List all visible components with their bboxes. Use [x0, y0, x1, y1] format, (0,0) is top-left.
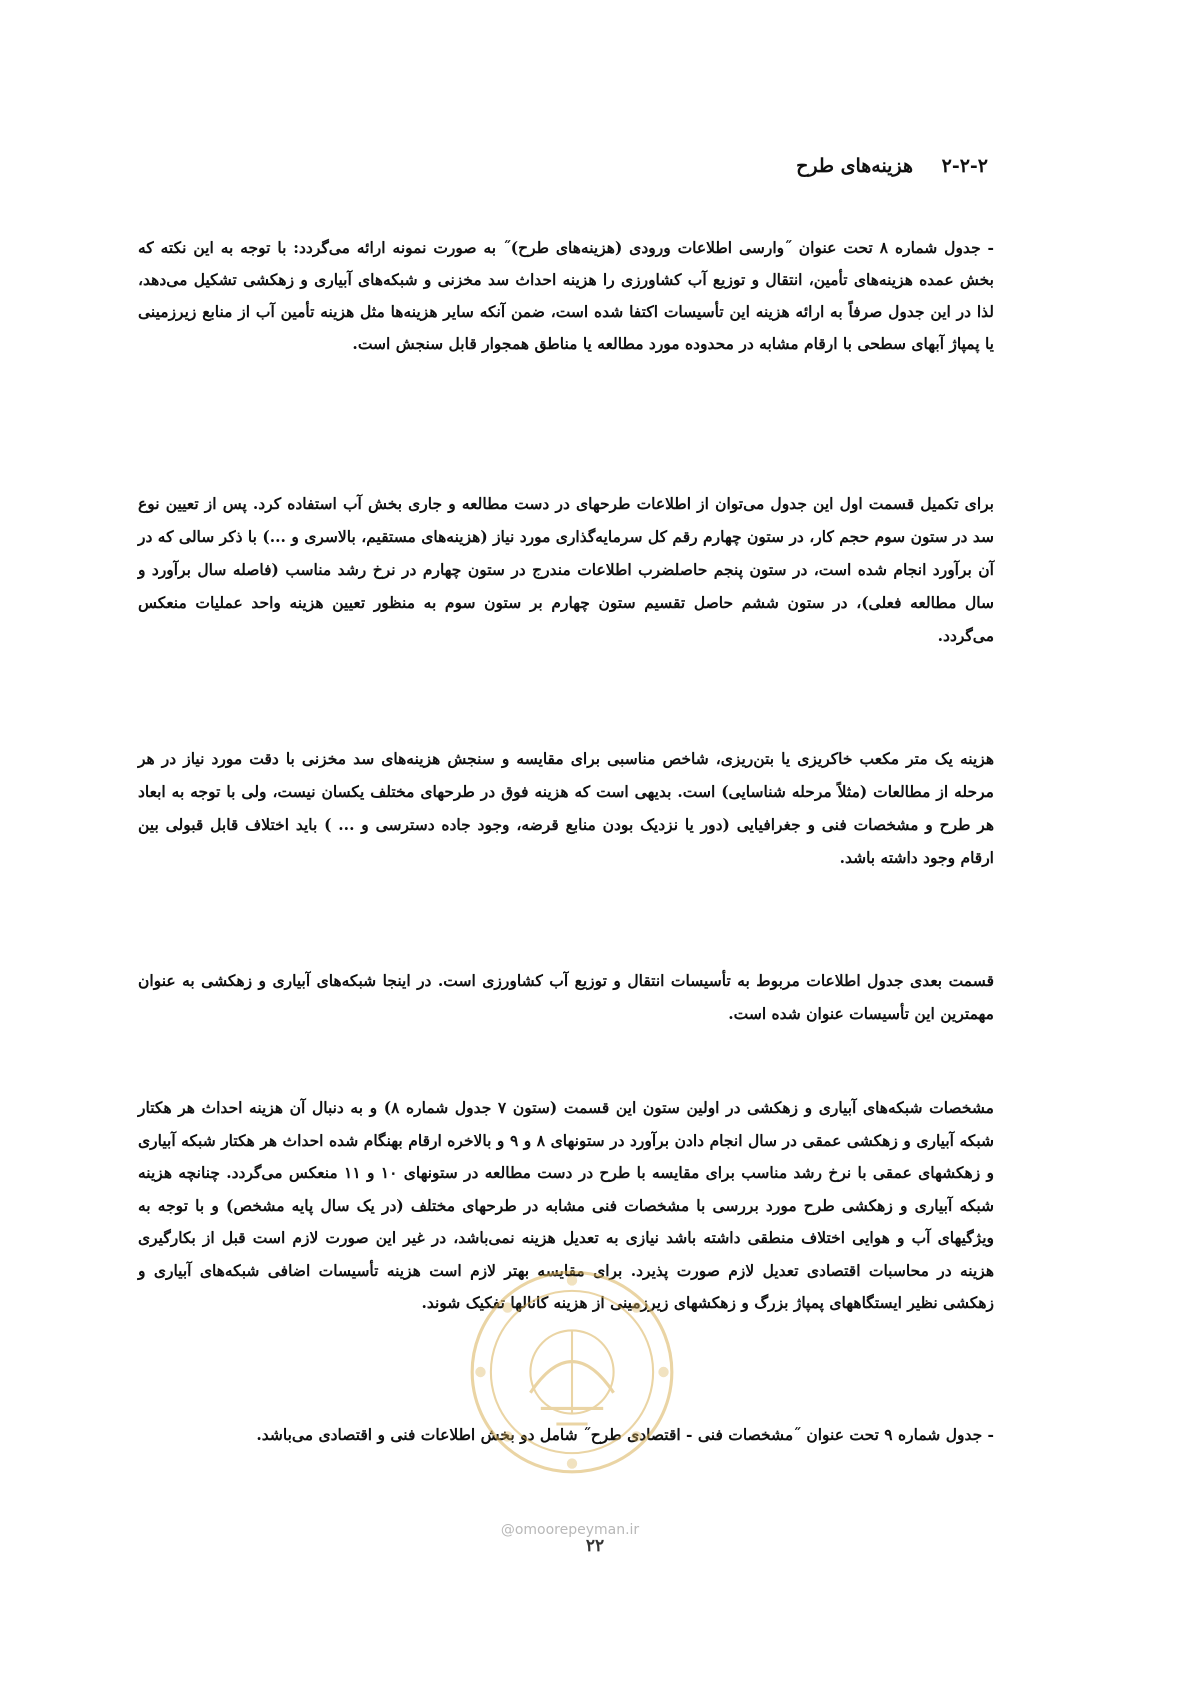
paragraph-unit-cost: هزینه یک متر مکعب خاکریزی یا بتن‌ریزی، شاخص مناسبی برای مقایسه و سنجش هزینه‌های سد مخزنی با دقت مورد نیاز در هر مرحله از مطالعات (مثلاً مرحله شناسایی) است. بدیهی است که هزینه فوق در طرحهای مختلف یکسان نیست، ولی با توجه به ابعاد هر طرح و مشخصات فنی و جغرافیایی (دور یا نزدیک بودن منابع قرضه، وجود جاده دسترسی و ... ) باید اختلاف قابل قبولی بین ارقام وجود داشته باشد.	[138, 749, 994, 867]
watermark-url: @omoorepeyman.ir	[500, 1522, 640, 1538]
paragraph-network: قسمت بعدی جدول اطلاعات مربوط به تأسیسات انتقال و توزیع آب کشاورزی است. در اینجا شبکه‌های آبیاری و زهکشی به عنوان مهمترین این تأسیسات عنوان شده است.	[138, 971, 994, 1023]
paragraph-completion: برای تکمیل قسمت اول این جدول می‌توان از اطلاعات طرحهای در دست مطالعه و جاری بخش آب استفاده کرد. پس از تعیین نوع سد در ستون سوم حجم کار، در ستون چهارم رقم کل سرمایه‌گذاری مورد نیاز (هزینه‌های مستقیم، بالاسری و ...) با ذکر سالی که در آن برآورد انجام شده است، در ستون پنجم حاصلضرب اطلاعات مندرج در ستون چهارم در نرخ رشد مناسب (فاصله سال برآورد و سال مطالعه فعلی)، در ستون ششم حاصل تقسیم ستون چهارم بر ستون سوم به منظور تعیین هزینه واحد عملیات منعکس می‌گردد.	[138, 494, 994, 645]
paragraph-intro: - جدول شماره ۸ تحت عنوان ˝وارسی اطلاعات ورودی (هزینه‌های طرح)˝ به صورت نمونه ارائه می‌گردد: با توجه به این نکته که بخش عمده هزینه‌های تأمین، انتقال و توزیع آب کشاورزی را هزینه احداث سد مخزنی و شبکه‌های آبیاری و زهکشی تشکیل می‌دهد، لذا در این جدول صرفاً به ارائه هزینه این تأسیسات اکتفا شده است، ضمن آنکه سایر هزینه‌ها مثل هزینه تأمین آب از منابع زیرزمینی یا پمپاژ آبهای سطحی با ارقام مشابه در محدوده مورد مطالعه یا مناطق همجوار قابل سنجش است.	[138, 238, 994, 353]
paragraph-table9: - جدول شماره ۹ تحت عنوان ˝مشخصات فنی - اقتصادی طرح˝ شامل دو بخش اطلاعات فنی و اقتصادی می‌باشد.	[256, 1425, 994, 1444]
section-number: ۲-۲-۲	[941, 155, 988, 177]
page-number: ۲۲	[585, 1536, 605, 1556]
section-heading	[796, 155, 988, 177]
section-title: هزینه‌های طرح	[796, 155, 913, 177]
paragraph-specs: مشخصات شبکه‌های آبیاری و زهکشی در اولین ستون این قسمت (ستون ۷ جدول شماره ۸) و به دنبال آن هزینه احداث هر هکتار شبکه آبیاری و زهکشی عمقی در سال انجام دادن برآورد در ستونهای ۸ و ۹ و بالاخره ارقام بهنگام شده احداث هر هکتار شبکه آبیاری و زهکشهای عمقی با نرخ رشد مناسب برای مقایسه با طرح در دست مطالعه در ستونهای ۱۰ و ۱۱ منعکس می‌گردد. چنانچه هزینه شبکه آبیاری و زهکشی طرح مورد بررسی با مشخصات فنی مشابه در طرحهای مختلف (در یک سال پایه مشخص) و با توجه به ویژگیهای آب و هوایی اختلاف منطقی داشته باشد نیازی به تعدیل هزینه نمی‌باشد، در غیر این صورت لازم است قبل از بکارگیری هزینه در محاسبات اقتصادی تعدیل لازم صورت پذیرد. برای مقایسه بهتر لازم است هزینه تأسیسات اضافی شبکه‌های آبیاری و زهکشی نظیر ایستگاههای پمپاژ بزرگ و زهکشهای زیرزمینی از هزینه کانالها تفکیک شوند.	[138, 1098, 995, 1312]
